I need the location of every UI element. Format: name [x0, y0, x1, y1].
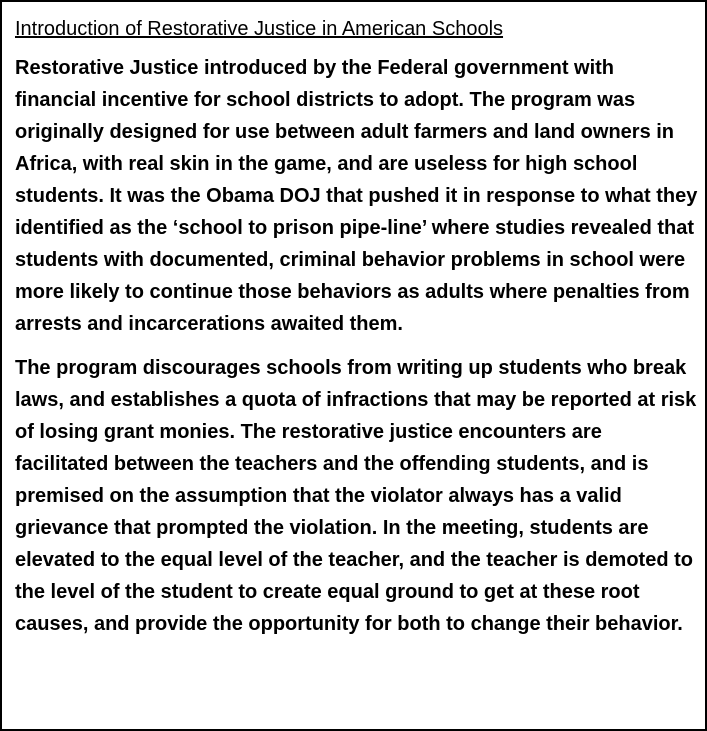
paragraph-1: Restorative Justice introduced by the Federal government with financial incentive for school districts to adopt. The program was originally designed for use between adult farmers and land owners in Africa, with real skin in the game, and are useless for high school students. It was the Obama DOJ that pushed it in response to what they identified as the ‘school to prison pipe-line’ where studies revealed that students with documented, criminal behavior problems in school were more likely to continue those behaviors as adults where penalties from arrests and incarcerations awaited them.	[15, 57, 698, 335]
document-title: Introduction of Restorative Justice in American Schools	[15, 18, 504, 40]
paragraph-2: The program discourages schools from writing up students who break laws, and establishes a quota of infractions that may be reported at risk of losing grant monies. The restorative justice encounters are facilitated between the teachers and the offending students, and is premised on the assumption that the violator always has a valid grievance that prompted the violation. In the meeting, students are elevated to the equal level of the teacher, and the teacher is demoted to the level of the student to create equal ground to get at these root causes, and provide the opportunity for both to change their behavior.	[15, 357, 697, 635]
document-content	[15, 14, 699, 652]
